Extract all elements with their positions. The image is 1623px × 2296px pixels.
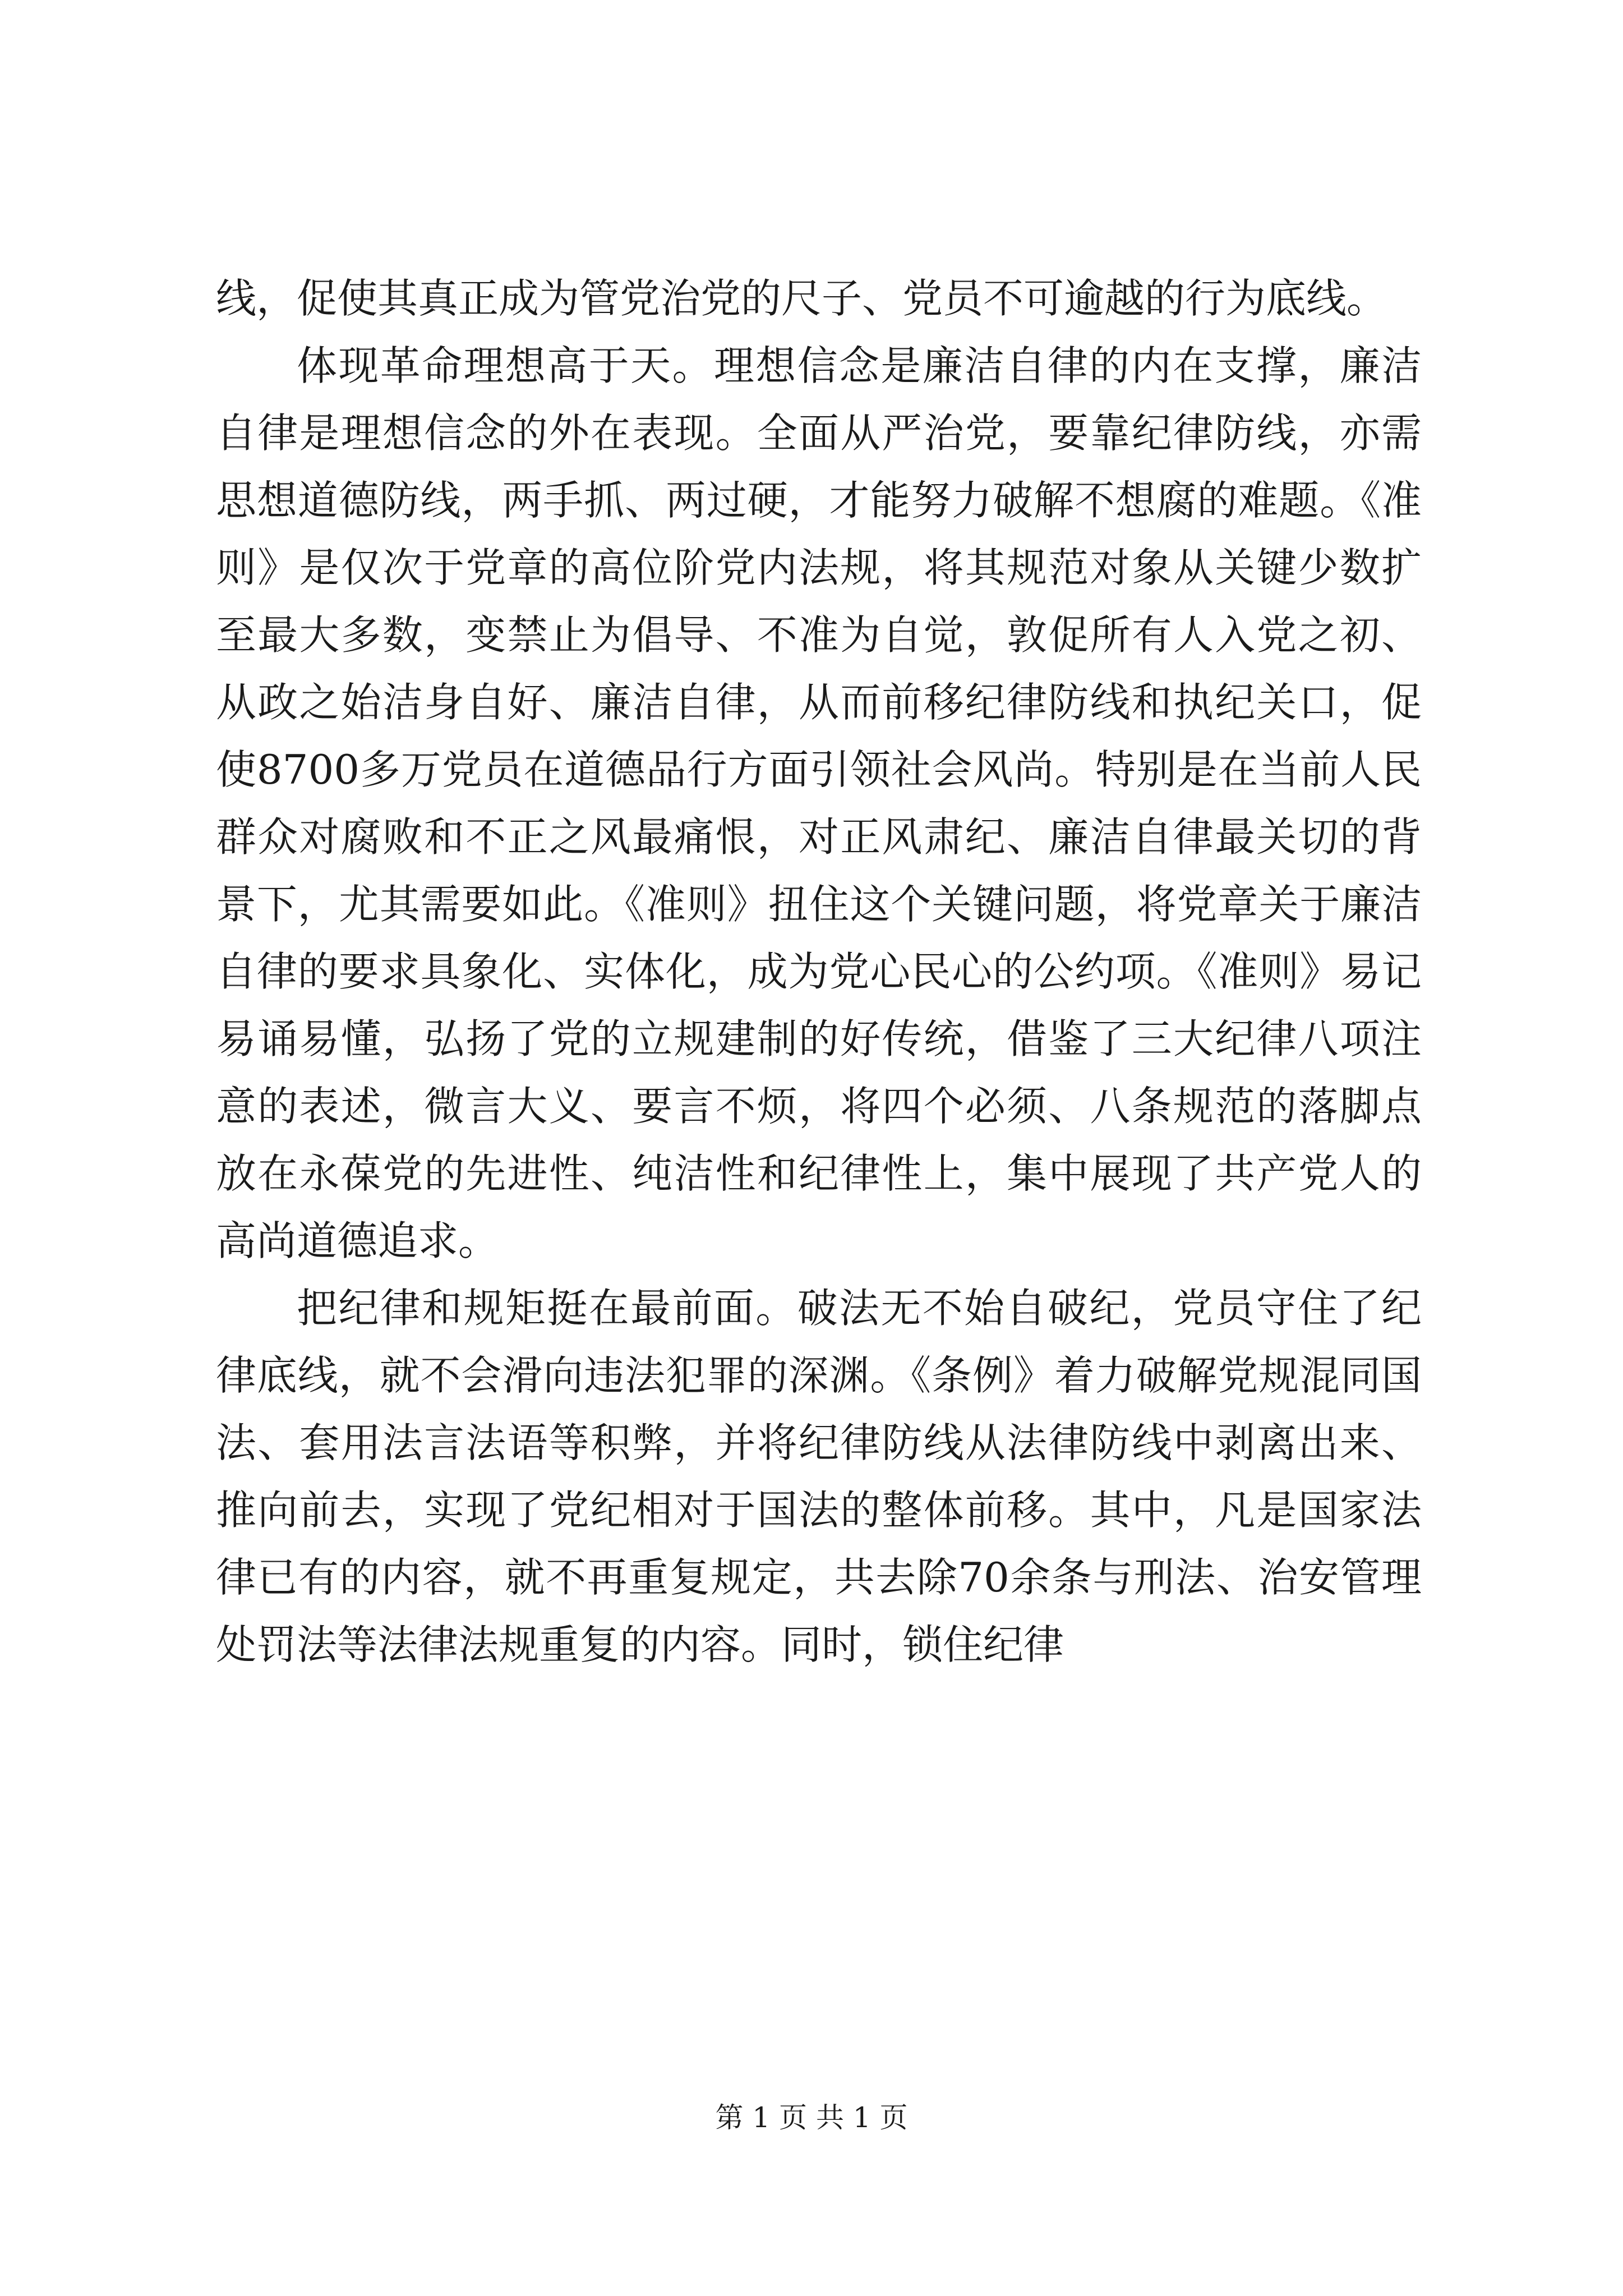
paragraph-3: 把纪律和规矩挺在最前面。破法无不始自破纪，党员守住了纪律底线，就不会滑向违法犯罪的深渊。《条例》着力破解党规混同国法、套用法言法语等积弊，并将纪律防线从法律防线中剥离出来、推向前去，实现了党纪相对于国法的整体前移。其中，凡是国家法律已有的内容，就不再重复规定，共去除70余条与刑法、治安管理处罚法等法律法规重复的内容。同时，锁住纪律 [216, 1285, 1422, 1668]
paragraph-1: 线，促使其真正成为管党治党的尺子、党员不可逾越的行为底线。 [216, 275, 1387, 322]
document-body [216, 265, 1422, 1678]
paragraph-2: 体现革命理想高于天。理想信念是廉洁自律的内在支撑，廉洁自律是理想信念的外在表现。全面从严治党，要靠纪律防线，亦需思想道德防线，两手抓、两过硬，才能努力破解不想腐的难题。《准则》是仅次于党章的高位阶党内法规，将其规范对象从关键少数扩至最大多数，变禁止为倡导、不准为自觉，敦促所有人入党之初、从政之始洁身自好、廉洁自律，从而前移纪律防线和执纪关口，促使8700多万党员在道德品行方面引领社会风尚。特别是在当前人民群众对腐败和不正之风最痛恨，对正风肃纪、廉洁自律最关切的背景下，尤其需要如此。《准则》扭住这个关键问题，将党章关于廉洁自律的要求具象化、实体化，成为党心民心的公约项。《准则》易记易诵易懂，弘扬了党的立规建制的好传统，借鉴了三大纪律八项注意的表述，微言大义、要言不烦，将四个必须、八条规范的落脚点放在永葆党的先进性、纯洁性和纪律性上，集中展现了共产党人的高尚道德追求。 [216, 342, 1422, 1264]
page-footer: 第 1 页 共 1 页 [715, 2101, 908, 2134]
